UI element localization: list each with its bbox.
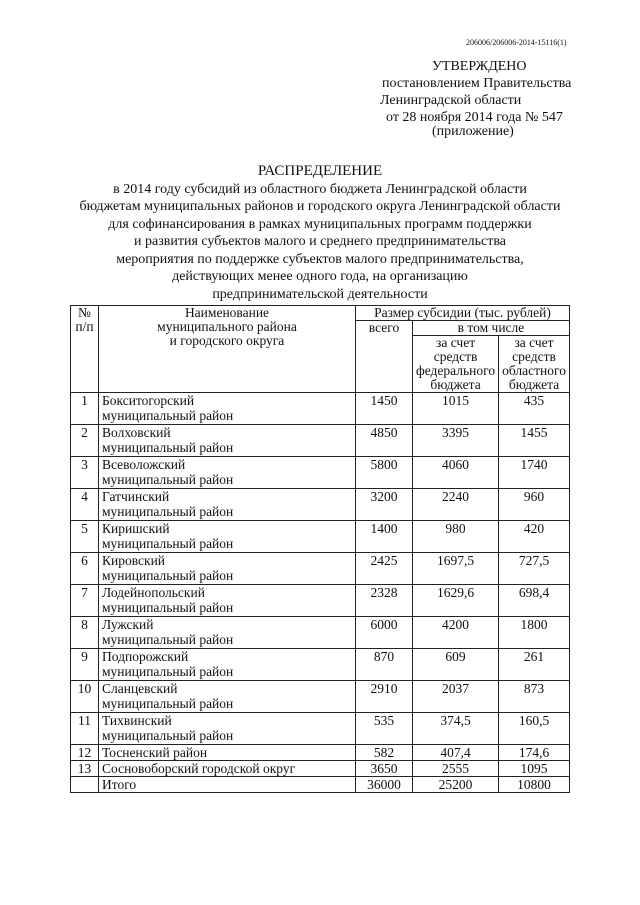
title-line: для софинансирования в рамках муниципальных программ поддержки [108,216,532,232]
row-number: 2 [71,425,99,457]
regional-amount: 960 [499,489,570,521]
federal-amount: 1015 [413,393,499,425]
federal-amount: 2037 [413,681,499,713]
regional-amount: 873 [499,681,570,713]
federal-amount: 980 [413,521,499,553]
approval-line: постановлением Правительства [382,76,572,91]
federal-amount: 1629,6 [413,585,499,617]
title-line: и развития субъектов малого и среднего предпринимательства [134,234,506,249]
grand-total: 36000 [356,777,413,793]
header-text: средств [512,349,556,364]
district-name [99,745,356,761]
district-type-line: муниципальный район [102,568,234,583]
federal-amount: 1697,5 [413,553,499,585]
total-amount: 2910 [356,681,413,713]
district-type-line: муниципальный район [102,472,234,487]
regional-amount: 1800 [499,617,570,649]
total-amount: 4850 [356,425,413,457]
title-line: мероприятия по поддержке субъектов малого предпринимательства, [116,251,524,267]
table-row [71,457,570,489]
approval-note: (приложение) [432,124,514,139]
total-amount: 5800 [356,457,413,489]
district-name-line: Сланцевский [102,681,178,696]
total-row [71,777,570,793]
total-amount: 1450 [356,393,413,425]
total-amount: 1400 [356,521,413,553]
total-amount: 6000 [356,617,413,649]
approval-heading: УТВЕРЖДЕНО [432,59,527,74]
header-text: п/п [75,319,94,334]
regional-amount: 1455 [499,425,570,457]
district-name [99,553,356,585]
district-name [99,713,356,745]
federal-amount: 4200 [413,617,499,649]
header-text: № [78,305,91,320]
federal-amount: 3395 [413,425,499,457]
table-row [71,393,570,425]
district-name-line: Гатчинский [102,489,170,504]
row-number: 6 [71,553,99,585]
header-size: Размер субсидии (тыс. рублей) [356,306,570,321]
district-name [99,489,356,521]
district-name [99,457,356,489]
federal-amount: 4060 [413,457,499,489]
district-type-line: муниципальный район [102,536,234,551]
row-number: 8 [71,617,99,649]
district-name-line: Лодейнопольский [102,585,205,600]
regional-amount: 435 [499,393,570,425]
regional-total: 10800 [499,777,570,793]
header-regional [499,336,570,393]
regional-amount: 1095 [499,761,570,777]
district-type-line: муниципальный район [102,632,234,647]
approval-line: Ленинградской области [380,93,522,108]
regional-amount: 1740 [499,457,570,489]
federal-amount: 374,5 [413,713,499,745]
federal-amount: 609 [413,649,499,681]
district-name [99,649,356,681]
table-row [71,649,570,681]
table-row [71,713,570,745]
document-title [60,163,580,303]
table-row [71,681,570,713]
table-row [71,585,570,617]
district-name-line: Тихвинский [102,713,172,728]
federal-amount: 2555 [413,761,499,777]
row-number [71,777,99,793]
table-row [71,617,570,649]
table-row [71,761,570,777]
header-name [99,306,356,393]
row-number: 11 [71,713,99,745]
header-text: бюджета [508,377,560,392]
regional-amount: 727,5 [499,553,570,585]
approval-block [380,58,600,138]
regional-amount: 160,5 [499,713,570,745]
total-amount: 2425 [356,553,413,585]
regional-amount: 174,6 [499,745,570,761]
federal-total: 25200 [413,777,499,793]
district-type-line: муниципальный район [102,664,234,679]
district-name-line: Подпорожский [102,649,189,664]
total-amount: 582 [356,745,413,761]
district-name-line: Кировский [102,553,166,568]
table-row [71,553,570,585]
district-type-line: муниципальный район [102,696,234,711]
document-id: 206006/206006-2014-15116(1) [466,38,567,47]
title-line: действующих менее одного года, на организацию [172,269,468,284]
district-name-line: Киришский [102,521,170,536]
row-number: 4 [71,489,99,521]
district-name-line: Лужский [102,617,154,632]
district-name [99,617,356,649]
header-text: федерального [416,363,496,378]
title-line: предпринимательской деятельности [212,286,428,302]
row-number: 7 [71,585,99,617]
district-name-line: Сосновоборский городской округ [102,761,296,776]
table-row [71,745,570,761]
total-amount: 3650 [356,761,413,777]
table-row [71,425,570,457]
total-amount: 3200 [356,489,413,521]
table-header-row [71,306,570,321]
subsidy-table [70,305,570,793]
title-heading: РАСПРЕДЕЛЕНИЕ [257,163,383,179]
district-name [99,761,356,777]
table-row [71,521,570,553]
approval-date: от 28 ноября 2014 года № 547 [386,110,563,125]
regional-amount: 420 [499,521,570,553]
row-number: 10 [71,681,99,713]
regional-amount: 698,4 [499,585,570,617]
header-federal [413,336,499,393]
district-type-line: муниципальный район [102,408,234,423]
row-number: 1 [71,393,99,425]
regional-amount: 261 [499,649,570,681]
total-amount: 2328 [356,585,413,617]
district-type-line: муниципальный район [102,440,234,455]
title-line: в 2014 году субсидий из областного бюджета Ленинградской области [113,181,527,197]
title-line: бюджетам муниципальных районов и городского округа Ленинградской области [79,199,561,214]
row-number: 3 [71,457,99,489]
header-text: областного [502,363,566,378]
federal-amount: 2240 [413,489,499,521]
district-name-line: Всеволожский [102,457,186,472]
row-number: 12 [71,745,99,761]
district-name [99,585,356,617]
header-text: за счет [436,335,476,350]
header-text: средств [433,349,478,364]
header-total: всего [356,321,413,393]
header-including: в том числе [413,321,570,336]
table-row [71,489,570,521]
header-text: муниципального района [157,319,297,334]
header-text: Наименование [184,305,270,320]
district-type-line: муниципальный район [102,728,234,743]
district-name-line: Тосненский район [102,745,208,760]
federal-amount: 407,4 [413,745,499,761]
total-amount: 535 [356,713,413,745]
header-text: за счет [514,335,554,350]
district-name [99,393,356,425]
total-label: Итого [99,777,356,793]
district-name-line: Волховский [102,425,171,440]
district-name [99,681,356,713]
header-text: бюджета [430,377,481,392]
row-number: 9 [71,649,99,681]
district-name [99,425,356,457]
district-name [99,521,356,553]
header-text: и городского округа [169,333,285,348]
row-number: 5 [71,521,99,553]
district-type-line: муниципальный район [102,600,234,615]
district-name-line: Бокситогорский [102,393,195,408]
header-num [71,306,99,393]
district-type-line: муниципальный район [102,504,234,519]
row-number: 13 [71,761,99,777]
total-amount: 870 [356,649,413,681]
